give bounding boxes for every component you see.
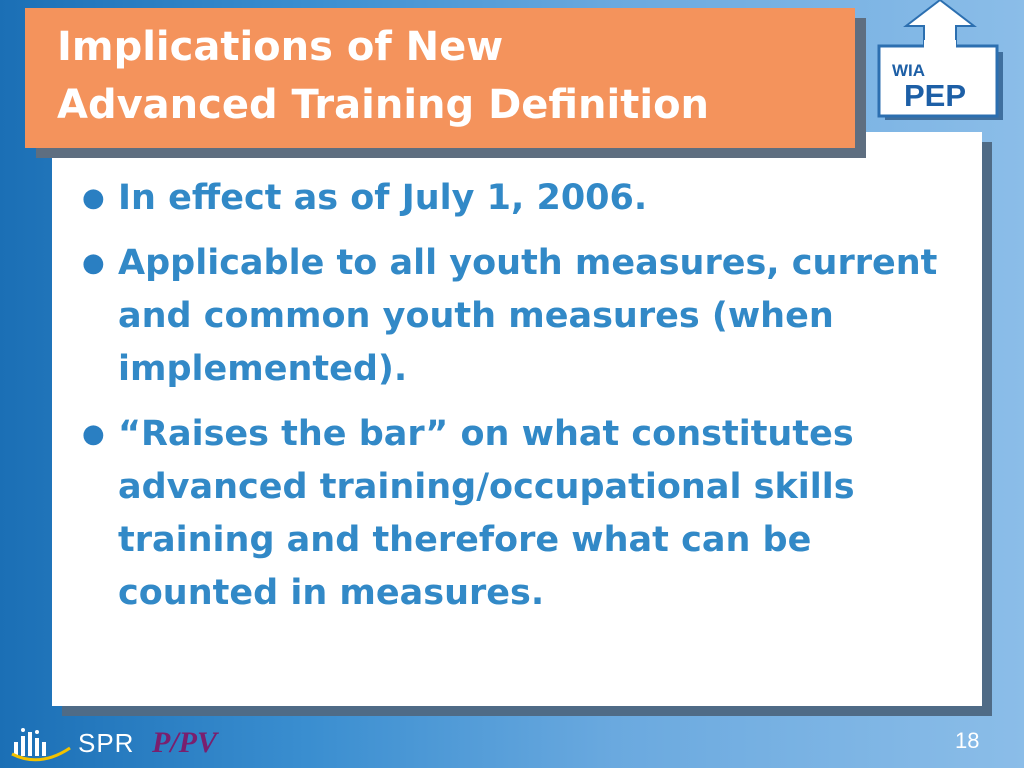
title-banner — [25, 8, 855, 148]
wia-pep-logo — [874, 0, 1004, 124]
spr-logo-icon — [10, 724, 80, 764]
bullet-item — [80, 408, 960, 620]
bullet-text: In effect as of July 1, 2006. — [118, 178, 648, 218]
bullet-list — [80, 172, 960, 632]
slide-title: Implications of New Advanced Training Definition — [57, 24, 710, 128]
bullet-icon: ● — [82, 419, 105, 449]
bullet-text: “Raises the bar” on what constitutes advanced training/occupational skills training and therefore what can be counted in measures. — [118, 414, 855, 613]
content-panel — [52, 132, 982, 706]
bullet-item — [80, 172, 960, 225]
logo-wia-text: WIA — [892, 61, 926, 80]
bullet-icon: ● — [82, 183, 105, 213]
logo-pep-text: PEP — [904, 78, 967, 113]
ppv-logo-text: P/PV — [152, 726, 217, 759]
bullet-text: Applicable to all youth measures, current and common youth measures (when implemented). — [118, 243, 938, 389]
bullet-icon: ● — [82, 248, 105, 278]
bullet-item — [80, 237, 960, 396]
page-number: 18 — [955, 728, 980, 753]
spr-logo-text: SPR — [78, 728, 135, 758]
